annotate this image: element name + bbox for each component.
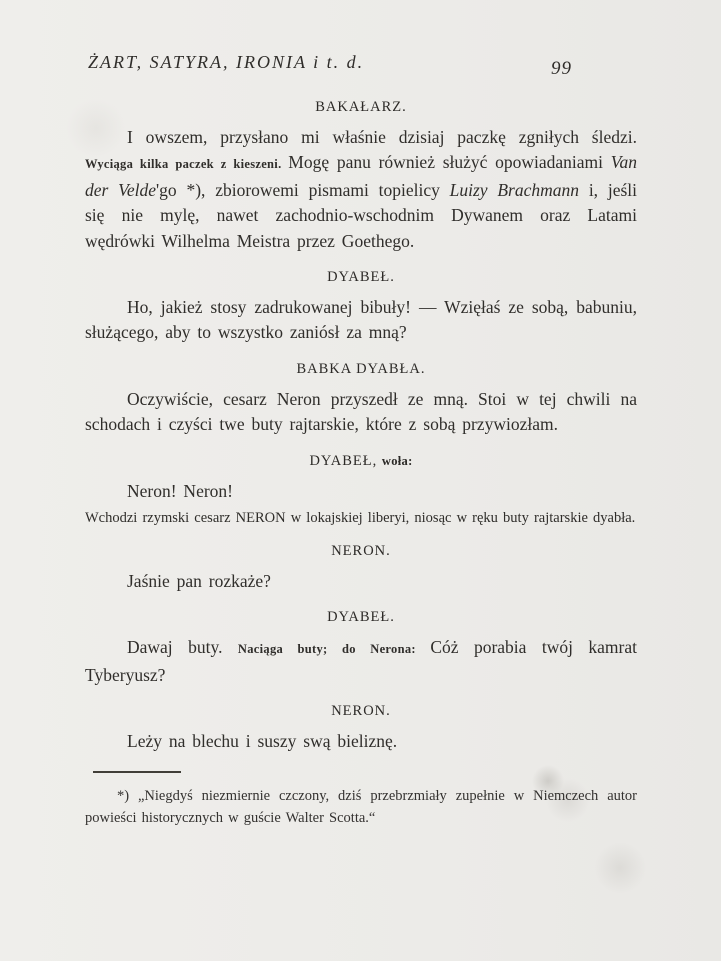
text-run: Dawaj buty. [127, 637, 238, 658]
text-run: NERON. [331, 703, 391, 720]
text-run: BAKAŁARZ. [315, 99, 407, 115]
speaker-heading [85, 269, 637, 286]
running-head-title: ŻART, SATYRA, IRONIA i t. d. [88, 52, 365, 72]
text-run: Cóż porabia twój kamrat Tyberyusz? [85, 637, 637, 685]
speech-paragraph [85, 635, 637, 688]
footnote-rule [93, 771, 181, 773]
text-run: Mogę panu również służyć opowiadaniami [288, 152, 611, 173]
speech-paragraph [85, 479, 637, 504]
text-run: DYABEŁ, [309, 452, 382, 469]
speech-paragraph [85, 569, 637, 594]
speech-paragraph [85, 729, 637, 754]
text-run: DYABEŁ. [327, 269, 395, 286]
speaker-heading [85, 703, 637, 720]
text-run: *) „Niegdyś niezmiernie czczony, dziś przebrzmiały zupełnie w Niemczech autor powieści historycznych w guście Walter Scotta.“ [85, 787, 637, 826]
text-run: Oczywiście, cesarz Neron przyszedł ze mną. Stoi w tej chwili na schodach i czyści twe buty rajtarskie, które z sobą przywiozłam. [85, 388, 637, 435]
text-run: Jaśnie pan rozkaże? [127, 571, 271, 592]
text-run: NERON. [331, 543, 391, 560]
footnote-text [85, 785, 637, 829]
text-run: i, jeśli się nie mylę, nawet zachodnio-wschodnim Dywanem oraz Latami wędrówki Wilhelma Meistra przez Goethego. [85, 179, 638, 251]
speech-paragraph [85, 125, 637, 254]
inline-stage-direction: woła: [381, 453, 413, 468]
text-run: 'go *), zbiorowemi pismami topielicy [156, 179, 450, 200]
italic-name: Luizy Brachmann [449, 179, 580, 200]
stage-direction [85, 508, 637, 528]
speaker-heading [85, 99, 637, 116]
speech-paragraph [85, 387, 637, 438]
italic-name: Van der Velde [85, 152, 637, 200]
inline-stage-direction: Naciąga buty; do Nerona: [237, 642, 431, 657]
inline-stage-direction: Wyciąga kilka paczek z kieszeni. [85, 157, 289, 172]
text-run: BABKA DYABŁA. [296, 360, 426, 377]
speech-paragraph [85, 295, 637, 346]
text-run: Ho, jakież stosy zadrukowanej bibuły! — Wzięłaś ze sobą, babuniu, służącego, aby to wszystko zaniósł za mną? [85, 297, 637, 343]
text-run: I owszem, przysłano mi właśnie dzisiaj paczkę zgniłych śledzi. [127, 127, 637, 147]
page-text-block [85, 84, 637, 829]
speaker-heading [85, 609, 637, 626]
page-number: 99 [551, 58, 572, 79]
text-run: DYABEŁ. [327, 609, 395, 626]
speaker-heading [85, 361, 637, 378]
text-run: Leży na blechu i suszy swą bieliznę. [127, 731, 398, 752]
text-run: Wchodzi rzymski cesarz NERON w lokajskiej liberyi, niosąc w ręku buty rajtarskie dyabła. [85, 510, 636, 527]
text-run: Neron! Neron! [127, 480, 233, 501]
speaker-heading [85, 453, 637, 470]
speaker-heading [85, 543, 637, 560]
